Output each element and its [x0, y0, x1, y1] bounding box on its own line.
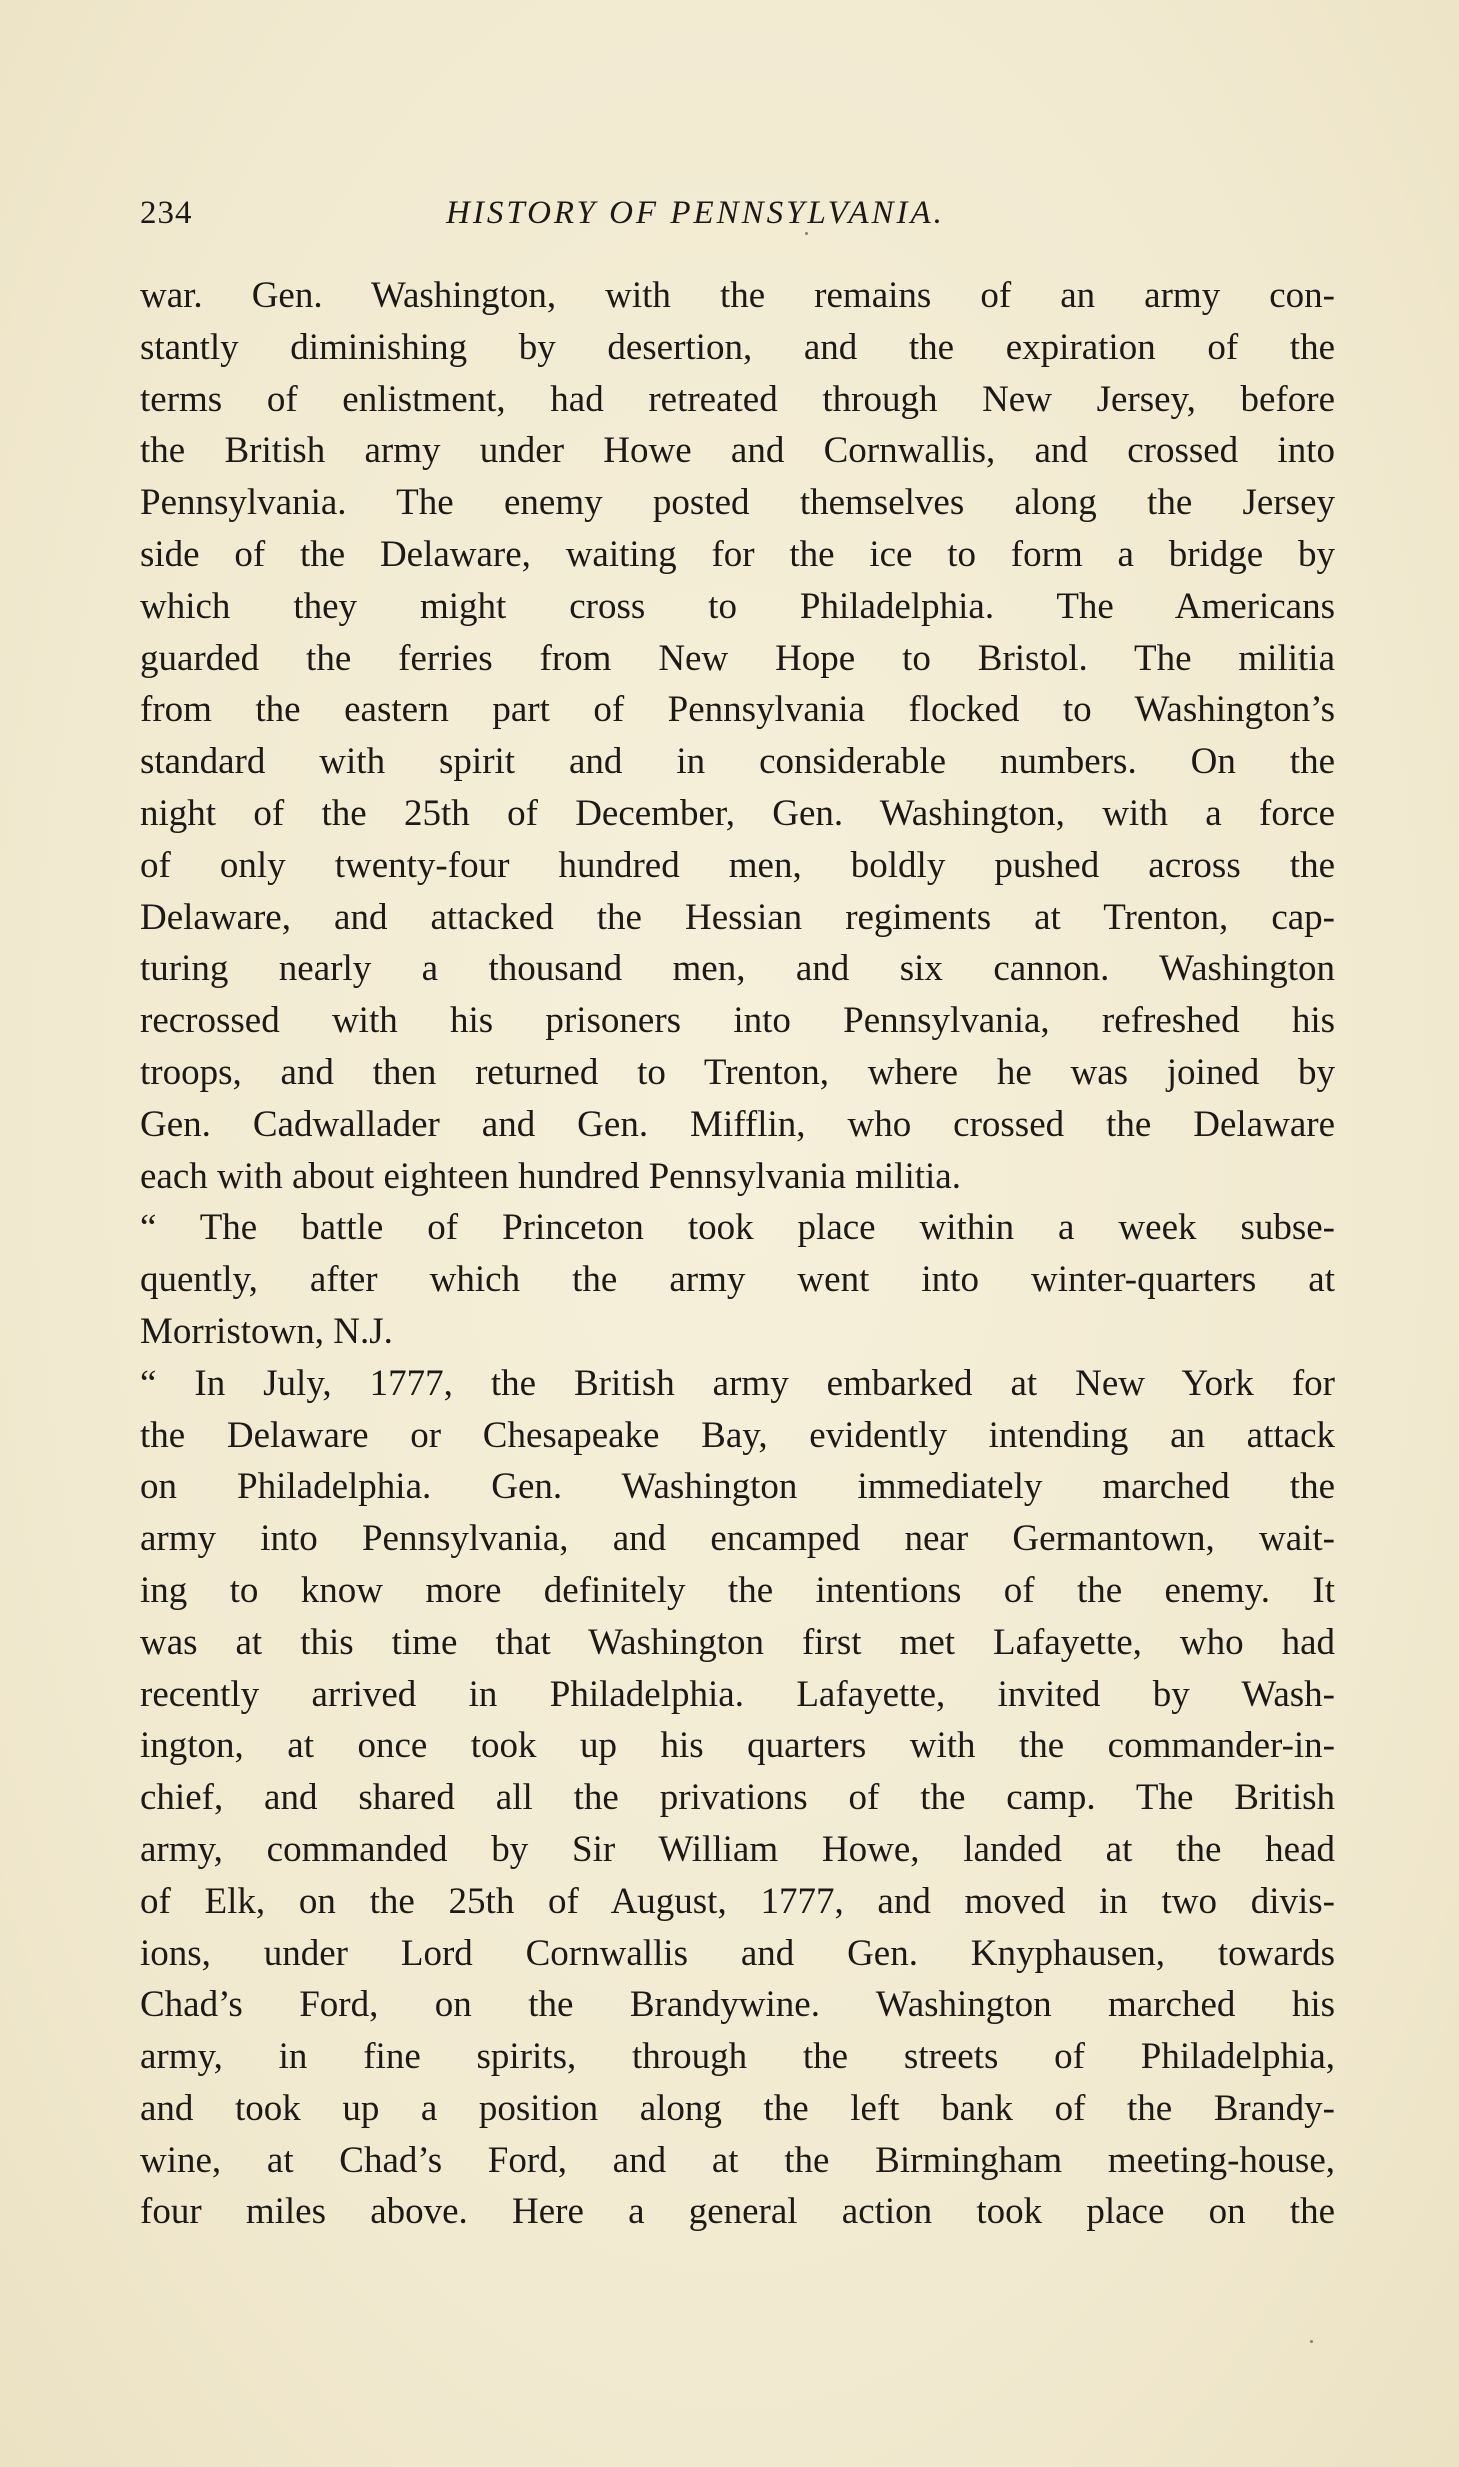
text-line: “ In July, 1777, the British army embarked at New York for [140, 1362, 1335, 1404]
text-line: from the eastern part of Pennsylvania flocked to Washington’s [140, 689, 1335, 731]
text-line: Delaware, and attacked the Hessian regiments at Trenton, cap- [140, 896, 1335, 938]
text-line: ington, at once took up his quarters with the commander-in- [140, 1725, 1335, 1767]
text-line: of Elk, on the 25th of August, 1777, and moved in two divis- [140, 1880, 1335, 1922]
text-line: army into Pennsylvania, and encamped near Germantown, wait- [140, 1518, 1335, 1560]
paragraph-end-line: each with about eighteen hundred Pennsylvania militia. [140, 1155, 961, 1197]
paper-speck [1310, 2340, 1313, 2343]
body-text [140, 270, 1335, 2238]
text-line: troops, and then returned to Trenton, where he was joined by [140, 1051, 1335, 1093]
paragraph-end-line: Morristown, N.J. [140, 1310, 393, 1352]
text-line: Gen. Cadwallader and Gen. Mifflin, who crossed the Delaware [140, 1103, 1335, 1145]
paper-speck [805, 232, 808, 235]
text-line: Chad’s Ford, on the Brandywine. Washington marched his [140, 1984, 1335, 2026]
text-line: which they might cross to Philadelphia. The Americans [140, 585, 1335, 627]
text-line: ions, under Lord Cornwallis and Gen. Knyphausen, towards [140, 1932, 1335, 1974]
text-line: and took up a position along the left bank of the Brandy- [140, 2087, 1335, 2129]
text-line: “ The battle of Princeton took place within a week subse- [140, 1207, 1335, 1249]
text-line: side of the Delaware, waiting for the ice to form a bridge by [140, 533, 1335, 575]
text-line: guarded the ferries from New Hope to Bristol. The militia [140, 637, 1335, 679]
text-line: four miles above. Here a general action took place on the [140, 2191, 1335, 2233]
text-line: night of the 25th of December, Gen. Washington, with a force [140, 792, 1335, 834]
text-line: quently, after which the army went into winter-quarters at [140, 1259, 1335, 1301]
text-line: stantly diminishing by desertion, and the expiration of the [140, 326, 1335, 368]
text-line: recrossed with his prisoners into Pennsylvania, refreshed his [140, 1000, 1335, 1042]
text-line: terms of enlistment, had retreated through New Jersey, before [140, 378, 1335, 420]
text-line: recently arrived in Philadelphia. Lafayette, invited by Wash- [140, 1673, 1335, 1715]
page-number: 234 [140, 195, 193, 231]
text-line: chief, and shared all the privations of the camp. The British [140, 1777, 1335, 1819]
text-line: of only twenty-four hundred men, boldly pushed across the [140, 844, 1335, 886]
text-line: ing to know more definitely the intentions of the enemy. It [140, 1569, 1335, 1611]
text-line: turing nearly a thousand men, and six cannon. Washington [140, 948, 1335, 990]
text-line: army, in fine spirits, through the streets of Philadelphia, [140, 2036, 1335, 2078]
running-title: HISTORY OF PENNSYLVANIA. [446, 195, 945, 231]
running-head [140, 195, 1340, 245]
text-line: army, commanded by Sir William Howe, landed at the head [140, 1828, 1335, 1870]
text-line: war. Gen. Washington, with the remains of an army con- [140, 275, 1335, 316]
text-line: Pennsylvania. The enemy posted themselves along the Jersey [140, 482, 1335, 524]
text-line: wine, at Chad’s Ford, and at the Birmingham meeting-house, [140, 2139, 1335, 2181]
text-line: was at this time that Washington first met Lafayette, who had [140, 1621, 1335, 1663]
text-line: standard with spirit and in considerable numbers. On the [140, 741, 1335, 783]
text-line: on Philadelphia. Gen. Washington immediately marched the [140, 1466, 1335, 1508]
text-line: the British army under Howe and Cornwallis, and crossed into [140, 430, 1335, 472]
text-line: the Delaware or Chesapeake Bay, evidently intending an attack [140, 1414, 1335, 1456]
